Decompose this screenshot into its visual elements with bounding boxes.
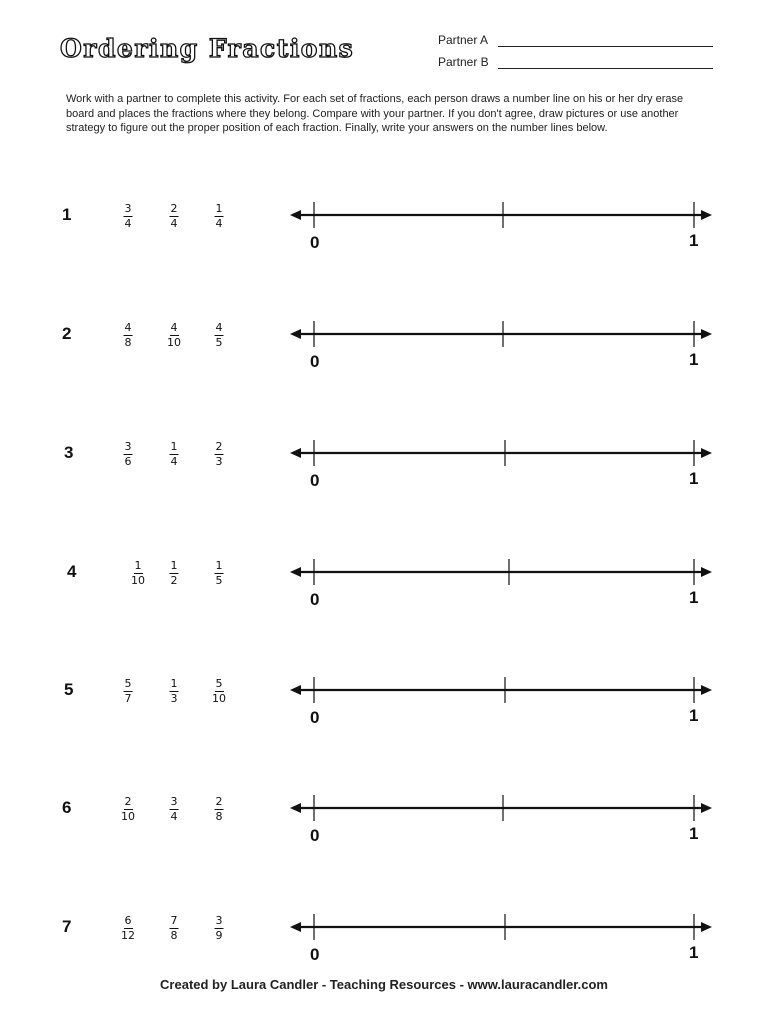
fraction-numerator: 3 <box>124 202 132 215</box>
number-line-end-label: 1 <box>689 588 699 607</box>
fraction-denominator: 5 <box>215 574 223 587</box>
partner-b-label: Partner B <box>438 55 489 69</box>
fraction-numerator: 1 <box>170 677 178 690</box>
number-line-start-label: 0 <box>310 471 320 490</box>
problem-number: 4 <box>67 562 77 581</box>
fraction-numerator: 3 <box>170 795 178 808</box>
fraction-denominator: 4 <box>170 455 178 468</box>
fraction-numerator: 2 <box>170 202 178 215</box>
fraction-numerator: 3 <box>215 914 223 927</box>
fraction-numerator: 7 <box>170 914 178 927</box>
fraction-denominator: 8 <box>215 810 223 823</box>
fraction-numerator: 2 <box>124 795 132 808</box>
number-line-start-label: 0 <box>310 352 320 371</box>
fraction-denominator: 10 <box>121 810 135 823</box>
fraction-numerator: 6 <box>124 914 132 927</box>
fraction-denominator: 4 <box>215 217 223 230</box>
problem-number: 2 <box>62 324 72 343</box>
number-line-start-label: 0 <box>310 826 320 845</box>
partner-a-label: Partner A <box>438 33 489 47</box>
fraction-numerator: 3 <box>124 440 132 453</box>
fraction-numerator: 1 <box>215 202 223 215</box>
fraction-denominator: 6 <box>124 455 132 468</box>
fraction-denominator: 10 <box>167 336 181 349</box>
page-title: Ordering Fractions <box>60 34 355 63</box>
instructions-text: Work with a partner to complete this activity. For each set of fractions, each person draws a number line on his or her dry erase board and places the fractions where they belong. Compare with your partner. If you don't agree, draw pictures or use another strategy to figure out the proper position of each fraction. Finally, write your answers on the number lines below. <box>66 93 684 134</box>
fraction-denominator: 4 <box>124 217 132 230</box>
fraction-denominator: 7 <box>124 692 132 705</box>
fraction-denominator: 4 <box>170 810 178 823</box>
number-line-end-label: 1 <box>689 350 699 369</box>
problem-number: 1 <box>62 205 72 224</box>
number-line-end-label: 1 <box>689 824 699 843</box>
fraction-numerator: 2 <box>215 795 223 808</box>
fraction-numerator: 4 <box>124 321 132 334</box>
fraction-denominator: 8 <box>170 929 178 942</box>
fraction-numerator: 1 <box>170 440 178 453</box>
fraction-denominator: 4 <box>170 217 178 230</box>
problem-number: 6 <box>62 798 72 817</box>
problem-number: 7 <box>62 917 72 936</box>
fraction-numerator: 5 <box>215 677 223 690</box>
number-line-start-label: 0 <box>310 590 320 609</box>
left-arrow-icon <box>290 922 301 932</box>
fraction-denominator: 3 <box>215 455 223 468</box>
fraction-numerator: 2 <box>215 440 223 453</box>
number-line-end-label: 1 <box>689 469 699 488</box>
fraction-numerator: 5 <box>124 677 132 690</box>
number-line-start-label: 0 <box>310 233 320 252</box>
problem-number: 5 <box>64 680 74 699</box>
footer-credit: Created by Laura Candler - Teaching Resources - www.lauracandler.com <box>160 977 608 992</box>
fraction-denominator: 5 <box>215 336 223 349</box>
fraction-numerator: 1 <box>170 559 178 572</box>
fraction-denominator: 3 <box>170 692 178 705</box>
number-line-end-label: 1 <box>689 943 699 962</box>
number-line-start-label: 0 <box>310 945 320 964</box>
number-line-end-label: 1 <box>689 706 699 725</box>
right-arrow-icon <box>701 922 712 932</box>
fraction-denominator: 10 <box>212 692 226 705</box>
fraction-numerator: 1 <box>215 559 223 572</box>
fraction-denominator: 8 <box>124 336 132 349</box>
number-line-start-label: 0 <box>310 708 320 727</box>
fraction-denominator: 12 <box>121 929 135 942</box>
number-line-end-label: 1 <box>689 231 699 250</box>
fraction-numerator: 1 <box>134 559 142 572</box>
fraction-denominator: 2 <box>170 574 178 587</box>
fraction-denominator: 9 <box>215 929 223 942</box>
fraction-numerator: 4 <box>215 321 223 334</box>
fraction-denominator: 10 <box>131 574 145 587</box>
problem-number: 3 <box>64 443 74 462</box>
fraction-numerator: 4 <box>170 321 178 334</box>
